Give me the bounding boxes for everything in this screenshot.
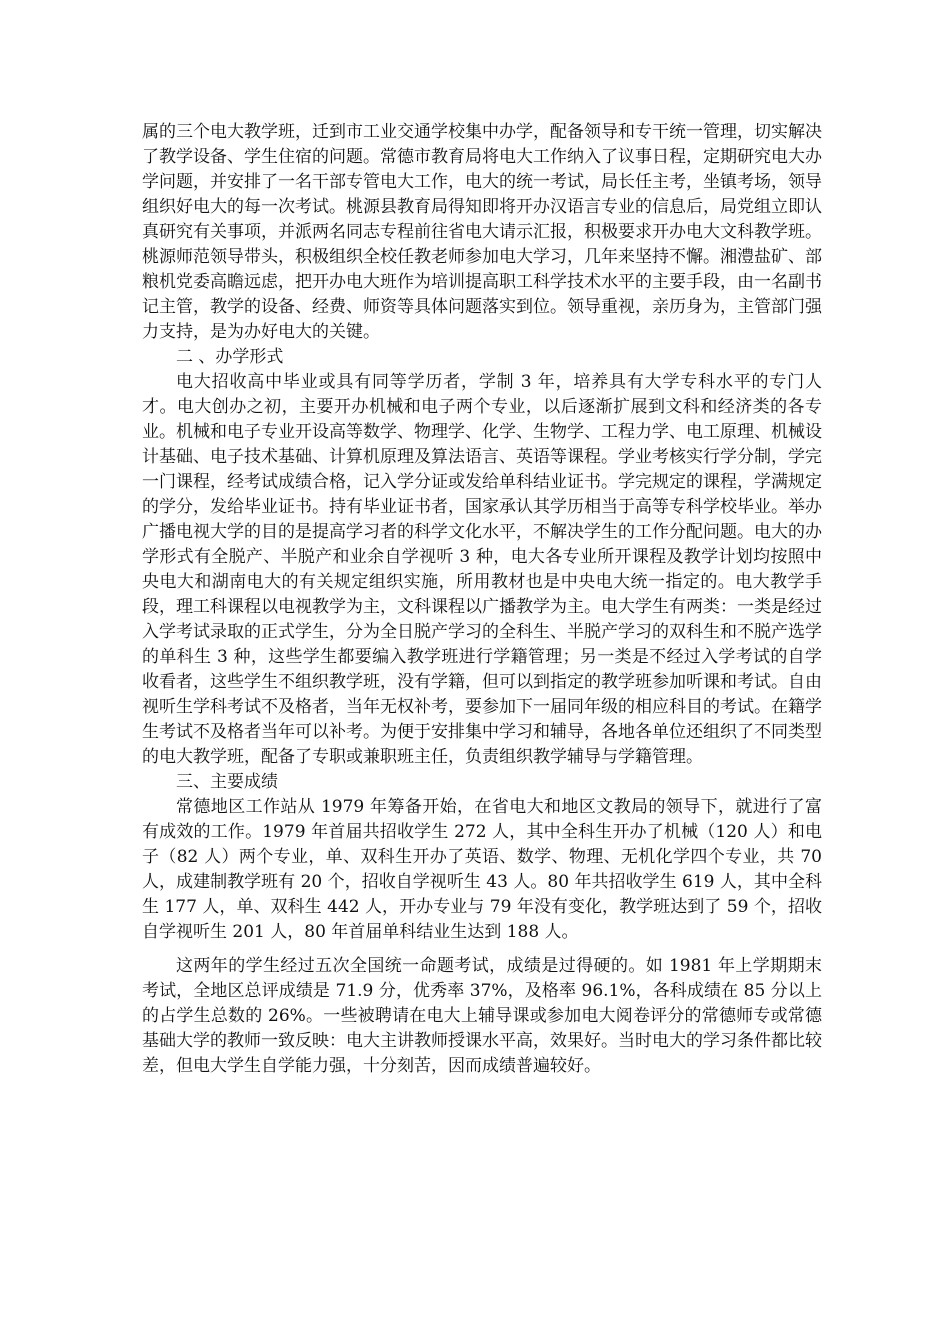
paragraph-achievements: 常德地区工作站从 1979 年筹备开始，在省电大和地区文教局的领导下，就进行了富有成效的工作。1979 年首届共招收学生 272 人，其中全科生开办了机械（120 人）和电子（82 人）两个专业，单、双科生开办了英语、数学、物理、无机化学四个专业，共 70 人，成建制教学班有 20 个，招收自学视听生 43 人。80 年共招收学生 619 人，其中全科生 177 人，单、双科生 442 人，开办专业与 79 年没有变化，教学班达到了 59 个，招收自学视听生 201 人，80 年首届单科结业生达到 188 人。	[142, 797, 822, 942]
section-heading-school-form: 二 、办学形式	[176, 347, 284, 367]
paragraph-exam-results: 这两年的学生经过五次全国统一命题考试，成绩是过得硬的。如 1981 年上学期期末考试，全地区总评成绩是 71.9 分，优秀率 37%，及格率 96.1%，各科成绩在 85 分以上的占学生总数的 26%。一些被聘请在电大上辅导课或参加电大阅卷评分的常德师专或常德基础大学的教师一致反映：电大主讲教师授课水平高，效果好。当时电大的学习条件都比较差，但电大学生自学能力强，十分刻苦，因而成绩普遍较好。	[142, 956, 822, 1076]
paragraph-leadership: 属的三个电大教学班，迁到市工业交通学校集中办学，配备领导和专干统一管理，切实解决了教学设备、学生住宿的问题。常德市教育局将电大工作纳入了议事日程，定期研究电大办学问题，并安排了一名干部专管电大工作，电大的统一考试，局长任主考，坐镇考场，领导组织好电大的每一次考试。桃源县教育局得知即将开办汉语言专业的信息后，局党组立即认真研究有关事项，并派两名同志专程前往省电大请示汇报，积极要求开办电大文科教学班。桃源师范领导带头，积极组织全校任教老师参加电大学习，几年来坚持不懈。湘澧盐矿、部粮机党委高瞻远虑，把开办电大班作为培训提高职工科学技术水平的主要手段，由一名副书记主管，教学的设备、经费、师资等具体问题落实到位。领导重视，亲历身为，主管部门强力支持，是为办好电大的关键。	[142, 122, 822, 342]
section-heading-achievements: 三、主要成绩	[176, 772, 278, 792]
paragraph-school-form: 电大招收高中毕业或具有同等学历者，学制 3 年，培养具有大学专科水平的专门人才。电大创办之初，主要开办机械和电子两个专业，以后逐渐扩展到文科和经济类的各专业。机械和电子专业开设高等数学、物理学、化学、生物学、工程力学、电工原理、机械设计基础、电子技术基础、计算机原理及算法语言、英语等课程。学业考核实行学分制，学完一门课程，经考试成绩合格，记入学分证或发给单科结业证书。学完规定的课程，学满规定的学分，发给毕业证书。持有毕业证书者，国家承认其学历相当于高等专科学校毕业。举办广播电视大学的目的是提高学习者的科学文化水平，不解决学生的工作分配问题。电大的办学形式有全脱产、半脱产和业余自学视听 3 种，电大各专业所开课程及教学计划均按照中央电大和湖南电大的有关规定组织实施，所用教材也是中央电大统一指定的。电大教学手段，理工科课程以电视教学为主，文科课程以广播教学为主。电大学生有两类：一类是经过入学考试录取的正式学生，分为全日脱产学习的全科生、半脱产学习的双科生和不脱产选学的单科生 3 种，这些学生都要编入教学班进行学籍管理；另一类是不经过入学考试的自学收看者，这些学生不组织教学班，没有学籍，但可以到指定的教学班参加听课和考试。自由视听生学科考试不及格者，当年无权补考，要参加下一届同年级的相应科目的考试。在籍学生考试不及格者当年可以补考。为便于安排集中学习和辅导，各地各单位还组织了不同类型的电大教学班，配备了专职或兼职班主任，负责组织教学辅导与学籍管理。	[142, 372, 822, 767]
document-body	[142, 120, 822, 1079]
